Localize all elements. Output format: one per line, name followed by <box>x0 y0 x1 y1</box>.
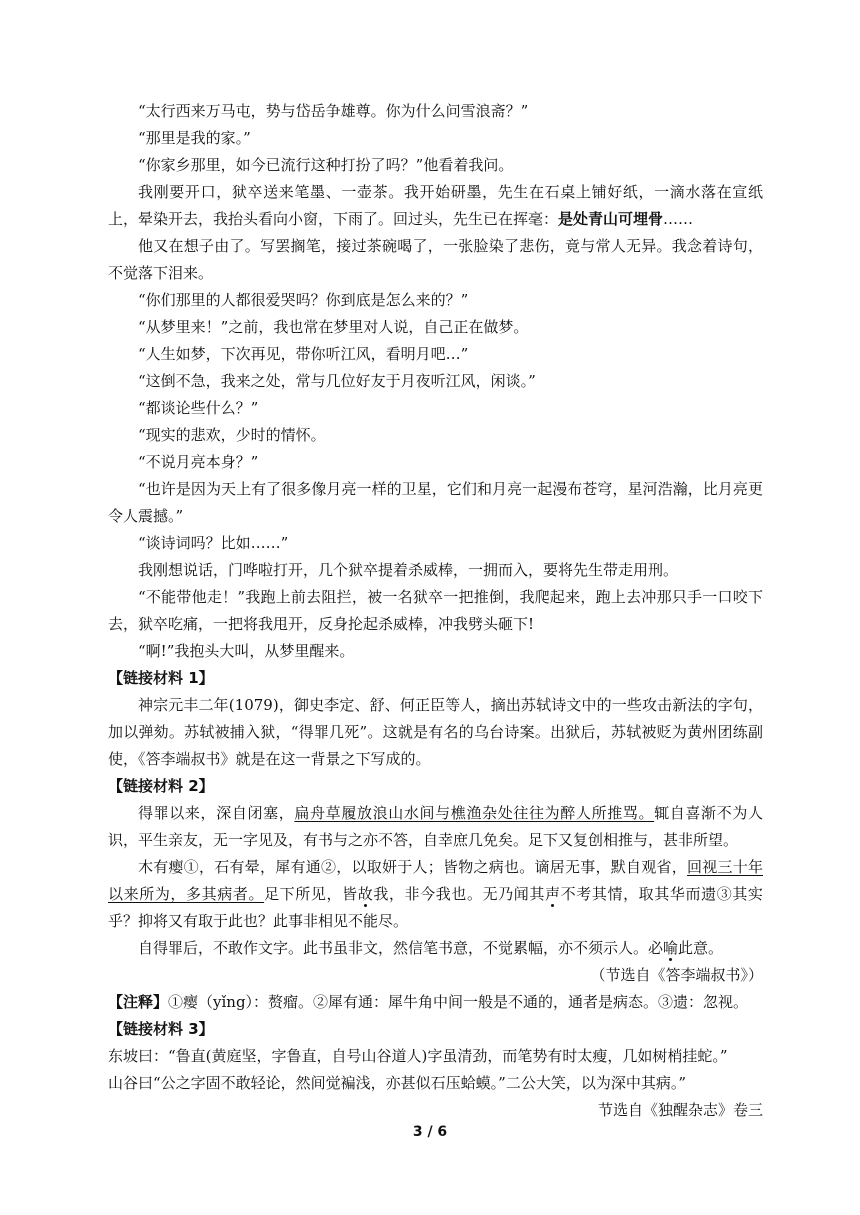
link-material-1-text: 神宗元丰二年(1079)，御史李定、舒、何正臣等人，摘出苏轼诗文中的一些攻击新法的字句，加以弹劾。苏轼被捕入狱，“得罪几死”。这就是有名的乌台诗案。出狱后，苏轼被贬为黄州团练副使，《答李端叔书》就是在这一背景之下写成的。 <box>108 696 763 768</box>
link-material-2-source: （节选自《答李端叔书》） <box>590 966 763 984</box>
dialogue-line: “你们那里的人都很爱哭吗？你到底是怎么来的？” <box>138 291 469 309</box>
notes <box>108 989 763 1016</box>
link-material-2-paragraph-3 <box>108 935 763 962</box>
link-material-2-paragraph-1 <box>108 800 763 854</box>
link-material-2-paragraph-2 <box>108 854 763 935</box>
narrative-line: “不能带他走！”我跑上前去阻拦，被一名狱卒一把推倒，我爬起来，跑上去冲那只手一口咬下去，狱卒吃痛，一把将我甩开，反身抡起杀威棒，冲我劈头砸下! <box>108 588 763 633</box>
ellipsis: …… <box>663 210 694 228</box>
dialogue-line: “那里是我的家。” <box>138 129 251 147</box>
notes-label: 【注释】 <box>108 993 169 1011</box>
dialogue-line: “也许是因为天上有了很多像月亮一样的卫星，它们和月亮一起漫布苍穹，星河浩瀚，比月亮更令人震撼。” <box>108 480 763 525</box>
link-material-3-source: 节选自《独醒杂志》卷三 <box>597 1101 763 1119</box>
link-material-3-line-1: 东坡曰：“鲁直(黄庭坚，字鲁直，自号山谷道人)字虽清劲，而笔势有时太瘦，几如树梢挂蛇。” <box>108 1047 728 1065</box>
text-span: 不考其情，取其华而遗③其实乎？抑将又有取于此也？此事非相见不能尽。 <box>108 885 763 930</box>
dialogue-line: “都谈论些什么？” <box>138 399 259 417</box>
text-span: 此意。 <box>678 939 724 957</box>
dotted-character: 声 <box>545 885 561 903</box>
text-span: 足下所见，皆 <box>264 885 358 903</box>
page-number: 3 / 6 <box>412 1124 448 1140</box>
dialogue-line: “谈诗词吗？比如……” <box>138 534 289 552</box>
text-span: 辄自喜渐不为人识，平生亲友，无一字见及，有书与之亦不答，自幸庶几免矣。足下又复创相推与，甚非所望。 <box>108 804 763 849</box>
poem-line-bold: 是处青山可埋骨 <box>558 210 664 228</box>
narrative-line: “啊!”我抱头大叫，从梦里醒来。 <box>138 642 355 660</box>
dialogue-line: “人生如梦，下次再见，带你听江风，看明月吧…” <box>138 345 469 363</box>
underlined-sentence: 扁舟草履放浪山水间与樵渔杂处往往为醉人所推骂。 <box>294 804 655 822</box>
dialogue-line: “太行西来万马屯，势与岱岳争雄尊。你为什么问雪浪斋？” <box>138 102 529 120</box>
dotted-character: 喻 <box>663 939 679 957</box>
link-material-3-line-2: 山谷曰“公之字固不敢轻论，然间觉褊浅，亦甚似石压蛤蟆。”二公大笑，以为深中其病。” <box>108 1074 687 1092</box>
dotted-character: 故 <box>357 885 374 903</box>
text-span: 得罪以来，深自闭塞， <box>138 804 295 822</box>
link-material-1-heading: 【链接材料 1】 <box>108 669 214 687</box>
text-span: 自得罪后，不敢作文字。此书虽非文，然信笔书意，不觉累幅，亦不须示人。必 <box>138 939 664 957</box>
link-material-3-heading: 【链接材料 3】 <box>108 1020 214 1038</box>
dialogue-line: “这倒不急，我来之处，常与几位好友于月夜听江风，闲谈。” <box>138 372 536 390</box>
dialogue-line: “不说月亮本身？” <box>138 453 259 471</box>
link-material-2-heading: 【链接材料 2】 <box>108 777 214 795</box>
article-body <box>108 98 763 1124</box>
dialogue-line: “现实的悲欢，少时的情怀。 <box>138 426 326 444</box>
dialogue-line: “你家乡那里，如今已流行这种打扮了吗？”他看着我问。 <box>138 156 514 174</box>
paragraph-ink <box>108 179 763 233</box>
notes-text: ①瘿（yǐng）：赘瘤。②犀有通：犀牛角中间一般是不通的，通者是病态。③遗：忽视。 <box>168 993 749 1011</box>
dialogue-line: “从梦里来！”之前，我也常在梦里对人说，自己正在做梦。 <box>138 318 529 336</box>
narrative-line: 我刚想说话，门哗啦打开，几个狱卒提着杀威棒，一拥而入，要将先生带走用刑。 <box>138 561 679 579</box>
paragraph-tears: 他又在想子由了。写罢搁笔，接过茶碗喝了，一张脸染了悲伤，竟与常人无异。我念着诗句，不觉落下泪来。 <box>108 237 763 282</box>
paragraph-text: 我刚要开口，狱卒送来笔墨、一壶茶。我开始研墨，先生在石桌上铺好纸，一滴水落在宣纸上，晕染开去，我抬头看向小窗，下雨了。回过头，先生已在挥毫： <box>108 183 763 228</box>
underlined-sentence: 回视三十年以来所为，多其病者。 <box>108 858 763 903</box>
text-span: 木有瘿①，石有晕，犀有通②，以取妍于人；皆物之病也。谪居无事，默自观省， <box>138 858 687 876</box>
text-span: 我，非今我也。无乃闻其 <box>373 885 546 903</box>
